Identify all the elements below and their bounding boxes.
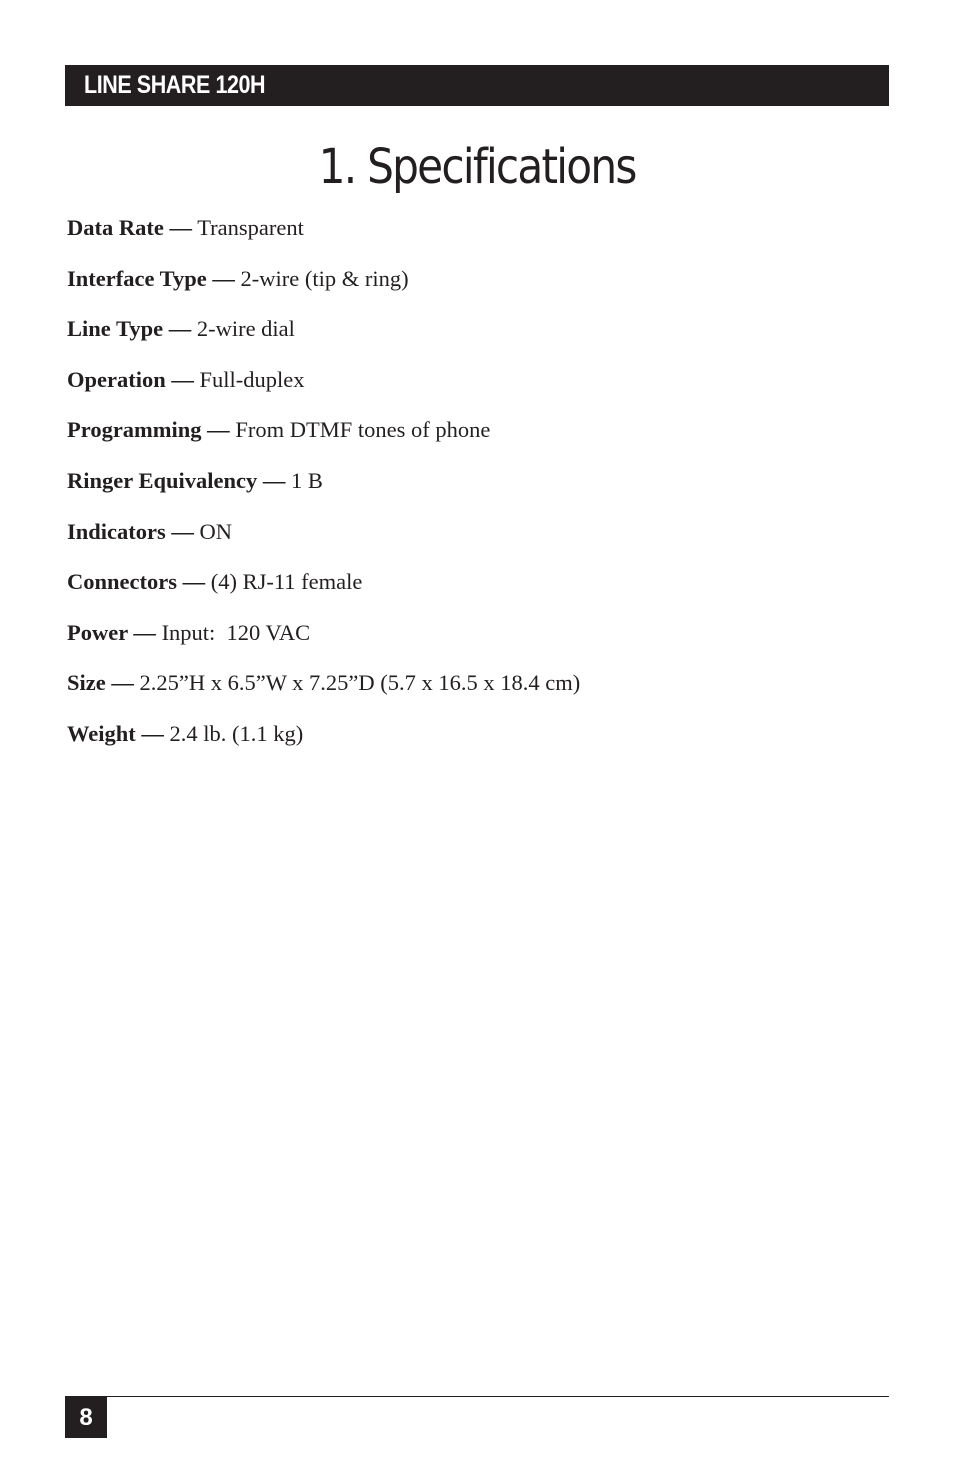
spec-size (67, 666, 580, 717)
spec-indicators (67, 515, 580, 566)
spec-value: (4) RJ-11 female (205, 569, 363, 595)
spec-value: Full-duplex (193, 366, 305, 392)
spec-value: 1 B (285, 467, 323, 493)
product-name: LINE SHARE 120H (84, 71, 266, 99)
spec-label: Line Type — (67, 316, 192, 342)
spec-label: Ringer Equivalency — (67, 467, 286, 493)
spec-data-rate (67, 211, 580, 262)
spec-value: From DTMF tones of phone (229, 417, 491, 443)
spec-value: 2-wire (tip & ring) (234, 265, 409, 291)
spec-label: Size — (67, 670, 134, 696)
spec-label: Interface Type — (67, 265, 235, 291)
spec-label: Indicators — (67, 518, 194, 544)
spec-value: 2.25”H x 6.5”W x 7.25”D (5.7 x 16.5 x 18.4 cm) (133, 670, 581, 696)
spec-programming (67, 413, 580, 464)
spec-value: Input: 120 VAC (155, 619, 311, 645)
spec-line-type (67, 312, 580, 363)
page-number-box (65, 1397, 107, 1438)
page-title-text: 1. Specifications (318, 139, 636, 195)
spec-weight (67, 717, 580, 768)
spec-value: 2-wire dial (191, 316, 295, 342)
spec-value: 2.4 lb. (1.1 kg) (163, 720, 304, 746)
spec-label: Power — (67, 619, 156, 645)
spec-label: Programming — (67, 417, 230, 443)
spec-connectors (67, 565, 580, 616)
spec-label: Weight — (67, 720, 164, 746)
spec-label: Connectors — (67, 569, 206, 595)
spec-label: Data Rate — (67, 215, 192, 240)
page-title (0, 136, 954, 198)
spec-interface-type (67, 262, 580, 313)
spec-operation (67, 363, 580, 414)
page-number: 8 (79, 1404, 93, 1431)
spec-ringer-equivalency (67, 464, 580, 515)
footer-rule (65, 1396, 889, 1397)
spec-power (67, 616, 580, 667)
spec-label: Operation — (67, 366, 194, 392)
spec-list (67, 211, 580, 768)
spec-value: Transparent (191, 215, 304, 240)
header-bar (65, 65, 889, 106)
spec-value: ON (193, 518, 233, 544)
